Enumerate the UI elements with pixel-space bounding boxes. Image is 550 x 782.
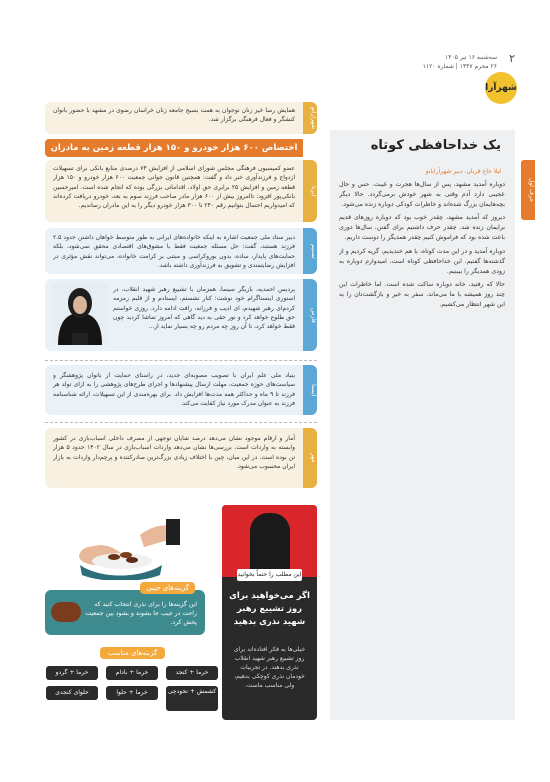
news-item (45, 365, 317, 415)
editorial-byline: لیلا حاج قربان، دبیر شهرآرابانو (425, 168, 501, 175)
option-pill: حلوای کنجدی (46, 686, 98, 700)
option-pill: خرما + بادام (106, 666, 158, 680)
poster-headline: اگر می‌خواهید برای روز تشییع رهبر شهید نذری بدهید (229, 591, 310, 627)
news-item (45, 102, 317, 134)
portrait-image (52, 283, 108, 345)
news-source-tag: ایسنا (303, 365, 317, 415)
date-line: سه‌شنبه ۱۶ تیر ۱۴۰۵ (445, 54, 497, 61)
poster-caption: این مطلب را حتماً بخوانید (237, 569, 302, 581)
news-text: دبیر ستاد ملی جمعیت اشاره به اینکه خانواده‌های ایرانی به طور متوسط خواهان داشتن حدود ۲.۵ فرزند هستند، گفت: حل مسئله جمعیت فقط با مشوق‌های اقتصادی محقق نمی‌شود، بلکه حمایت‌های پایدار، ساده، بدون بوروکراسی و مبتنی بر کرامت خانواده، می‌تواند نقش مؤثری در افزایش رضایتمندی و تشویق به فرزندآوری داشته باشد. (53, 234, 295, 269)
news-source-tag: ایرنا (303, 160, 317, 222)
news-source-tag: فارس (303, 279, 317, 351)
editorial-paragraph: دوباره آمدید مشهد، پس از سال‌ها هجرت و غیبت. حس و حال عجیبی دارد آدم وقتی به شهر خودش برمی‌گردد. حالا دیگر بچه‌هایمان بزرگ شده‌اند و خاطرات کودکی دوباره زنده می‌شود. (339, 181, 505, 209)
news-item (45, 160, 317, 222)
news-text: آمار و ارقام موجود نشان می‌دهد درصد شایان توجهی از مصرف داخلی اسباب‌بازی در کشور وابسته به واردات است. بررسی‌ها نشان می‌دهد واردات اسباب‌بازی در سال ۱۴۰۲ حدود ۵ هزار تن بوده است. در این میان، چین با اختلاف زیادی بزرگ‌ترین صادرکننده و پرچم‌دار واردات به بازار ایران محسوب می‌شود. (53, 435, 295, 470)
option-pill: خرما + کنجد (166, 666, 218, 680)
news-headline-banner: اختصاص ۶۰۰ هزار خودرو و ۱۵۰ هزار قطعه زمین به مادران (45, 139, 303, 157)
editorial-paragraph: حالا که رفتید، خانه دوباره ساکت شده است. اما خاطرات این چند روز همیشه با ما می‌ماند. سفر به خیر و بازگشت‌تان را به این شهر انتظار می‌کشیم. (339, 280, 505, 309)
leader-silhouette-icon (250, 513, 290, 573)
option-pill: خرما + گردو (46, 666, 98, 680)
poster-subtext: خیلی‌ها به فکر افتاده‌اند برای روز تشییع رهبر شهید انقلاب نذری بدهند. در تجربیات خودمان نذری کوچکی بدهیم، ولی مناسب ماست. (233, 646, 306, 689)
divider (45, 422, 317, 423)
section-tab: حرف اول (521, 160, 535, 220)
editorial-paragraph: دوباره آمدید و در این مدت کوتاه، با هم خندیدیم، گریه کردیم و از گذشته‌ها گفتیم. این خداحافظی کوتاه است، امیدوارم دوباره به زودی همدیگر را ببینیم. (339, 247, 505, 275)
pocket-options-label: گزینه‌های جیبی (140, 582, 195, 594)
pocket-options-text: این گزینه‌ها را برای نذری انتخاب کنید که راحت در جیب جا بشوند و بشود بین جمعیت پخش کرد. (85, 601, 197, 626)
brand-logo: شهرآرا (485, 72, 517, 104)
pocket-options-box (45, 584, 205, 635)
news-source-tag: شهرآرانو (303, 102, 317, 134)
news-source-tag: تسنیم (303, 228, 317, 274)
page-number: ۲ (509, 52, 515, 65)
news-text: همایش رسا خیز زنان نوجوان به همت بسیج جامعه زنان خراسان رضوی در مشهد با حضور بانوان کنشگر و فعال فرهنگی برگزار شد. (53, 107, 295, 124)
news-text: عضو کمیسیون فرهنگی مجلس شورای اسلامی از افزایش ۷۴ درصدی منابع بانکی برای تسهیلات ازدواج و فرزندآوری خبر داد و گفت: همچنین قانون جوانی جمعیت ۶۰۰ هزار خودرو و ۱۵۰ هزار قطعه زمین و افزایش ۲۵ برابری حق اولاد، اقداماتی بزرگی بوده که انجام شده است. امیرحسین بانکی‌پور افزود: تاامروز بیش از ۶۰۰ هزار مادر صاحب فرزند سوم به بعد، خودرو دریافت کرده‌اند که امیدواریم احتمال بتوانیم رقم ۲۴۰ تا ۳۰۰ هزار خودرو دیگر را به این مادران رساندیم. (53, 165, 295, 210)
editorial-column (330, 130, 515, 720)
nazri-poster (222, 505, 317, 720)
issue-line: ۲۶ محرم ۱۴۴۷ | شماره ۱۱۲۰ (422, 63, 497, 70)
dates-icon (51, 602, 81, 622)
portrait-photo (52, 283, 108, 345)
editorial-body (339, 180, 505, 710)
news-item (45, 228, 317, 274)
news-text: بنیاد ملی علم ایران با تصویب مصوبه‌ای جدید، در راستای حمایت از بانوان پژوهشگر و سیاست‌های حوزه جمعیت، مهلت ارسال پیشنهادها و اجرای طرح‌های پژوهشی را به ازای تولد هر فرزند تا ۹ ماه و حداکثر همه مدت‌ها افزایش داد. برای بهره‌مندی از این تسهیلات، ارائه شناسنامه فرزند به عنوان مدرک مورد نیاز کفایت می‌کند. (53, 372, 295, 407)
editorial-paragraph: دیروز که آمدید مشهد، چقدر خوب بود که دوباره روزهای قدیم برایمان زنده شد. چقدر حرف داشتیم برای گفتن. سال‌ها دوری باعث شده بود که فراموش کنیم چقدر همدیگر را دوست داریم. (339, 214, 505, 242)
hand-offering-dates-icon (70, 505, 180, 580)
news-source-tag: مهر (303, 428, 317, 488)
suitable-options-label: گزینه‌های مناسب (100, 647, 165, 659)
option-pill: خرما + حلوا (106, 686, 158, 700)
option-pill: کشمش + نخودچی (166, 686, 218, 711)
news-item (45, 428, 317, 488)
editorial-title: یک خداحافظی کوتاه (370, 138, 501, 153)
hands-illustration (70, 505, 180, 580)
suitable-options-grid (45, 664, 220, 716)
divider (45, 360, 317, 361)
news-text: پردیس احمدیه، بازیگر سینما، همزمان با تشییع رهبر شهید انقلاب، در استوری اینستاگرام خود نوشت: کنار نشستم، ایستادم و از قلبم زمزمه کردم‌ای رهبر شهیدم، ای ادیب و فرزانه، رافت ادامه دارد. روزی خواستم حق طلوع خواهد کرد و نور حقی به دید گاهی که امروز تماشا کردید چون فقط خواهد کرد، تا آن روز چه مردم رو چه بسیار نماید از... (113, 286, 295, 331)
